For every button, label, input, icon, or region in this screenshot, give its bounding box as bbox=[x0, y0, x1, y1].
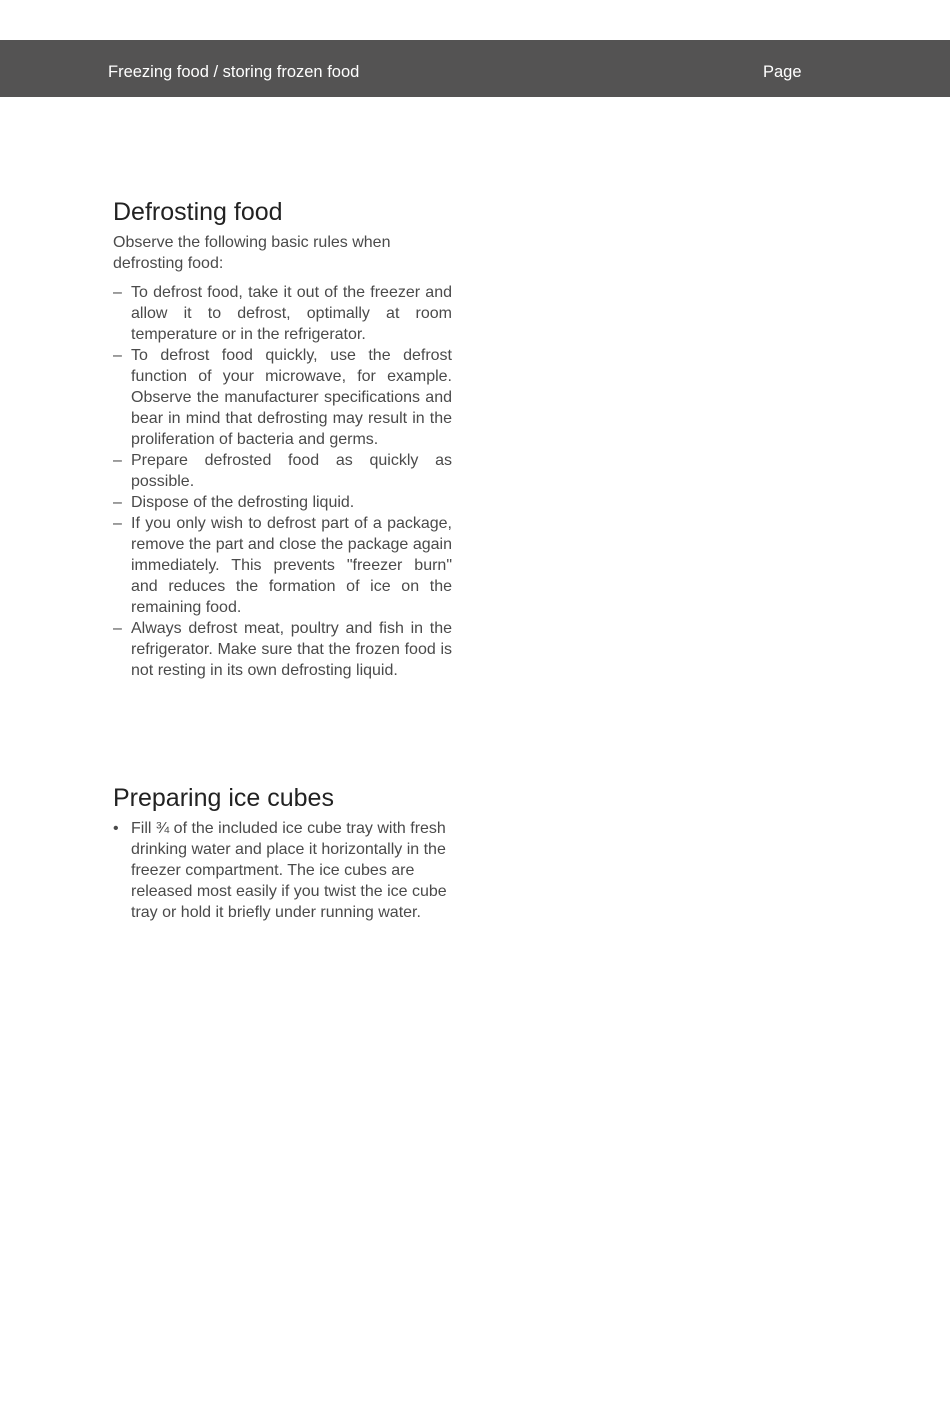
header-page-label: Page bbox=[763, 63, 802, 81]
list-item bbox=[113, 492, 452, 513]
list-item bbox=[113, 282, 452, 345]
bullet-marker: • bbox=[113, 820, 119, 837]
list-item-text: Fill ¾ of the included ice cube tray with fresh drinking water and place it horizontally in the freezer compartment. The ice cubes are released most easily if you twist the ice cube tray or hold it briefly under running water. bbox=[131, 820, 447, 921]
list-item bbox=[113, 818, 452, 923]
header-title: Freezing food / storing frozen food bbox=[108, 63, 360, 81]
ice-cubes-section bbox=[113, 782, 452, 923]
defrosting-heading: Defrosting food bbox=[113, 198, 283, 226]
dash-marker: – bbox=[113, 452, 122, 469]
list-item-text: To defrost food, take it out of the freezer and allow it to defrost, optimally at room temperature or in the refrigerator. bbox=[131, 284, 452, 343]
defrosting-list bbox=[113, 282, 452, 681]
list-item bbox=[113, 618, 452, 681]
list-item bbox=[113, 450, 452, 492]
list-item-text: Prepare defrosted food as quickly as possible. bbox=[131, 452, 452, 490]
dash-marker: – bbox=[113, 347, 122, 364]
dash-marker: – bbox=[113, 284, 122, 301]
list-item bbox=[113, 345, 452, 450]
defrosting-intro: Observe the following basic rules when defrosting food: bbox=[113, 234, 391, 272]
list-item-text: To defrost food quickly, use the defrost function of your microwave, for example. Observe the manufacturer specifications and bear in mind that defrosting may result in the proliferation of bacteria and germs. bbox=[131, 347, 452, 448]
list-item-text: Dispose of the defrosting liquid. bbox=[131, 494, 355, 511]
dash-marker: – bbox=[113, 515, 122, 532]
ice-cubes-heading: Preparing ice cubes bbox=[113, 784, 334, 812]
list-item-text: Always defrost meat, poultry and fish in the refrigerator. Make sure that the frozen food is not resting in its own defrosting liquid. bbox=[131, 620, 452, 679]
list-item-text: If you only wish to defrost part of a package, remove the part and close the package again immediately. This prevents "freezer burn" and reduces the formation of ice on the remaining food. bbox=[131, 515, 452, 616]
list-item bbox=[113, 513, 452, 618]
dash-marker: – bbox=[113, 620, 122, 637]
ice-cubes-list bbox=[113, 818, 452, 923]
dash-marker: – bbox=[113, 494, 122, 511]
defrosting-section bbox=[113, 196, 452, 681]
